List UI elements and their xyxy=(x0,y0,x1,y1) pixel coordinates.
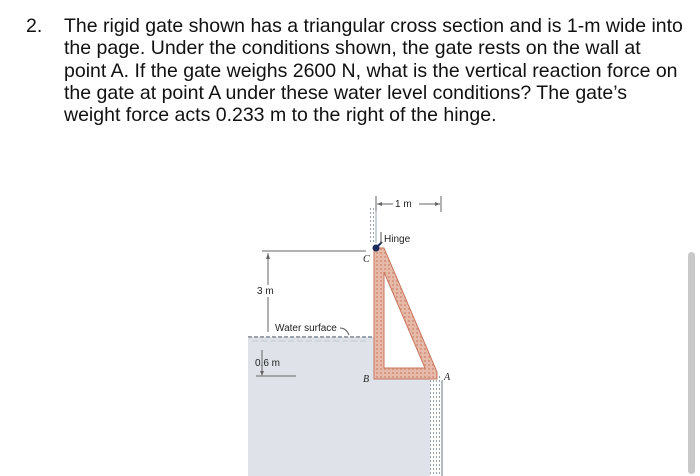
water-surface-leader xyxy=(340,328,349,335)
vertical-scrollbar[interactable] xyxy=(688,252,695,474)
problem-text: The rigid gate shown has a triangular cross section and is 1-m wide into the page. Under the conditions shown, the gate rests on the wall at point A. If the gate weighs 2600 N, what is the vertical reaction force on the gate at point A under these water level conditions? The gate’s weight force acts 0.233 m to the right of the hinge. xyxy=(64,15,683,127)
problem-number: 2. xyxy=(26,15,43,37)
ground-block xyxy=(430,374,442,476)
point-b-label: B xyxy=(363,374,370,385)
point-c-label: C xyxy=(363,254,370,265)
water-under-gate xyxy=(378,373,430,476)
height-arrow-top-icon xyxy=(266,253,270,259)
triangular-gate xyxy=(374,248,437,379)
water-surface-label: Water surface xyxy=(275,323,337,334)
depth-dimension-label: 0.6 m xyxy=(255,358,281,369)
width-arrow-left-icon xyxy=(377,202,382,206)
upper-wall xyxy=(368,207,376,243)
height-dimension-label: 3 m xyxy=(257,286,274,297)
width-dimension-label: 1 m xyxy=(395,199,412,210)
point-a-label: A xyxy=(444,372,451,383)
hinge-label: Hinge xyxy=(384,234,411,245)
width-arrow-right-icon xyxy=(435,202,440,206)
